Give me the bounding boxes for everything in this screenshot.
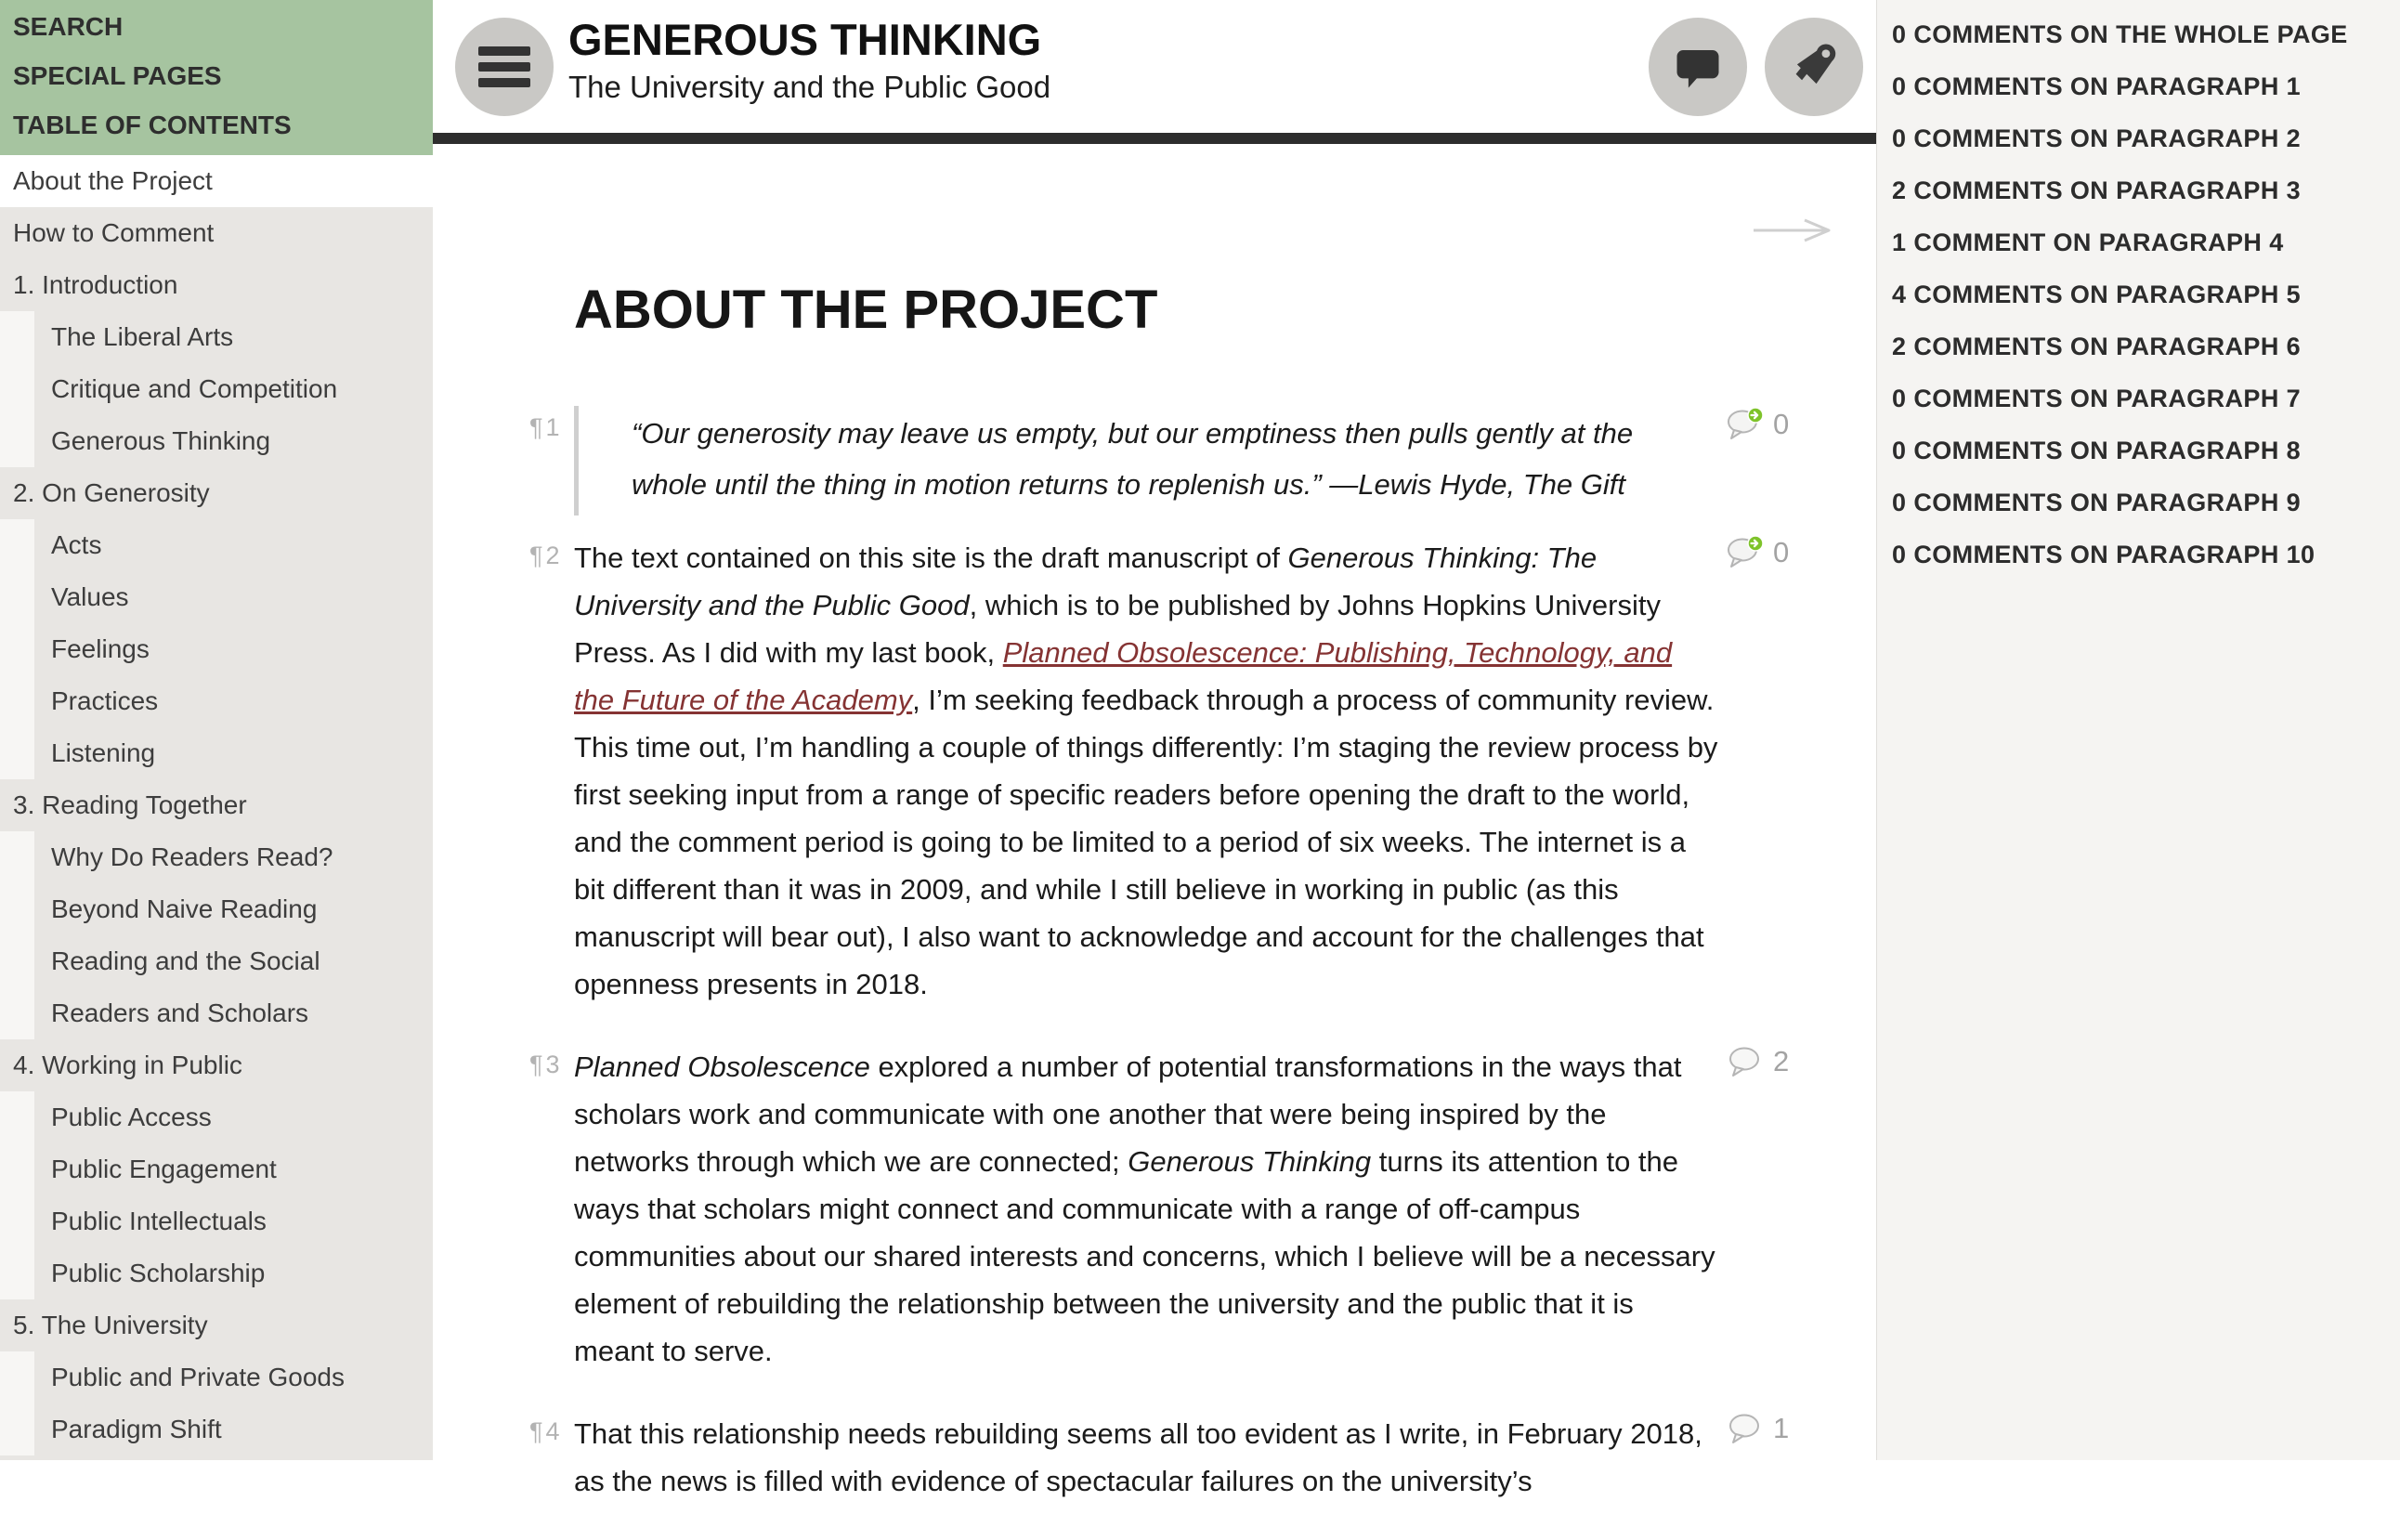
paragraph-comment-count: 0 — [1773, 536, 1790, 568]
sidebar-menu-item[interactable]: SPECIAL PAGES — [13, 60, 222, 90]
toc-item[interactable] — [0, 1351, 433, 1403]
toc-item[interactable] — [0, 779, 433, 831]
toc-item[interactable] — [0, 155, 433, 207]
toc-item[interactable] — [0, 987, 433, 1039]
comment-summary-item[interactable]: 0 COMMENTS ON PARAGRAPH 8 — [1892, 436, 2302, 464]
paragraph-number-marker[interactable]: ¶4 — [529, 1417, 563, 1445]
paragraph-row — [529, 1410, 1848, 1505]
toc-item-label: Listening — [51, 738, 156, 767]
comments-summary-sidebar — [1876, 0, 2400, 1460]
toc-item[interactable] — [0, 311, 433, 363]
paragraph-comment-count: 0 — [1773, 408, 1790, 440]
toc-item[interactable] — [0, 519, 433, 571]
comment-bubble-icon — [1726, 1045, 1765, 1078]
toc-item[interactable] — [0, 1039, 433, 1091]
toc-item-label: 5. The University — [13, 1311, 208, 1339]
sidebar-menu-item[interactable]: SEARCH — [13, 11, 124, 41]
hamburger-icon — [478, 46, 530, 87]
site-title-block — [568, 15, 1050, 105]
paragraph-row — [529, 1043, 1848, 1375]
comment-summary-list — [1877, 0, 2400, 581]
paragraph-text: Planned Obsolescence explored a number of potential transformations in the ways that scholars work and communicate with one another that were being inspired by the networks through which we are connected; Generous Thinking turns its attention to the ways that scholars might connect and communicate with a range of off-campus communities about our shared interests and concerns, which I believe will be a necessary element of rebuilding the relationship between the university and the public that it is meant to serve. — [574, 1051, 1715, 1367]
comment-summary-item[interactable]: 0 COMMENTS ON PARAGRAPH 9 — [1892, 488, 2302, 516]
paragraph-list — [529, 406, 1848, 1505]
toc-item[interactable] — [0, 727, 433, 779]
toc-item[interactable] — [0, 1299, 433, 1351]
paragraph-row — [529, 534, 1848, 1008]
toc-item-label: The Liberal Arts — [51, 322, 234, 351]
paragraph-text: That this relationship needs rebuilding seems all too evident as I write, in February 2018, as the news is filled with evidence of spectacular failures on the university’s — [574, 1417, 1702, 1497]
comment-bubble-icon — [1726, 1412, 1765, 1445]
comment-summary-item[interactable]: 2 COMMENTS ON PARAGRAPH 6 — [1892, 332, 2302, 360]
toc-item-label: Readers and Scholars — [51, 998, 309, 1027]
toc-item-label: Beyond Naive Reading — [51, 894, 318, 923]
comment-summary-item[interactable]: 0 COMMENTS ON PARAGRAPH 10 — [1892, 540, 2315, 568]
comment-summary-item[interactable]: 0 COMMENTS ON PARAGRAPH 1 — [1892, 72, 2302, 100]
toc-item-label: Feelings — [51, 634, 150, 663]
toc-item[interactable] — [0, 1091, 433, 1143]
toc-item[interactable] — [0, 259, 433, 311]
toc-item-label: Practices — [51, 686, 159, 715]
paragraph-text: The text contained on this site is the draft manuscript of Generous Thinking: The University and the Public Good, which is to be published by Johns Hopkins University Press. As I did with my last book, Planned Obsolescence: Publishing, Technology, and the Future of the Academy, I’m seeking feedback through a process of community review. This time out, I’m handling a couple of things differently: I’m staging the review process by first seeking input from a range of specific readers before opening the draft to the world, and the comment period is going to be limited to a period of six weeks. The internet is a bit different than it was in 2009, and while I still believe in working in public (as this manuscript will bear out), I also want to acknowledge and account for the challenges that openness presents in 2018. — [574, 542, 1718, 1000]
toc-item-label: Values — [51, 582, 129, 611]
paragraph-comment-count: 1 — [1773, 1412, 1790, 1444]
comment-add-bubble-icon — [1726, 408, 1765, 441]
toc-item-label: Public Scholarship — [51, 1259, 266, 1287]
site-title: GENEROUS THINKING — [568, 15, 1042, 64]
page-title: ABOUT THE PROJECT — [574, 280, 1158, 340]
toc-item-label: Public Access — [51, 1103, 212, 1131]
toc-item[interactable] — [0, 883, 433, 935]
paragraph-number-marker[interactable]: ¶1 — [529, 413, 563, 441]
sidebar-menu — [0, 0, 433, 155]
comment-summary-item[interactable]: 0 COMMENTS ON THE WHOLE PAGE — [1892, 20, 2348, 48]
comment-summary-item[interactable]: 0 COMMENTS ON PARAGRAPH 2 — [1892, 124, 2302, 152]
toc-item-label: About the Project — [13, 166, 213, 195]
content-area — [433, 0, 1876, 1497]
paragraph-comment-count: 2 — [1773, 1045, 1790, 1077]
toc-item-label: How to Comment — [13, 218, 215, 247]
toc-item[interactable] — [0, 1403, 433, 1455]
paragraph-text: “Our generosity may leave us empty, but our emptiness then pulls gently at the whole until the thing in motion returns to replenish us.” —Lewis Hyde, The Gift — [574, 406, 1702, 516]
toc-item-label: 3. Reading Together — [13, 790, 247, 819]
site-subtitle: The University and the Public Good — [568, 70, 1051, 105]
toc-item-label: Public and Private Goods — [51, 1363, 345, 1391]
table-of-contents — [0, 155, 433, 1455]
toc-item-label: Acts — [51, 530, 102, 559]
inline-link[interactable]: Planned Obsolescence: Publishing, Technology, and the Future of the Academy — [574, 636, 1673, 716]
toc-item-label: Reading and the Social — [51, 946, 320, 975]
toc-item-label: Paradigm Shift — [51, 1415, 222, 1443]
paragraph-row — [529, 406, 1848, 516]
comment-summary-item[interactable]: 1 COMMENT ON PARAGRAPH 4 — [1892, 228, 2284, 256]
paragraph-comment-control[interactable] — [1726, 536, 1789, 574]
toc-item-label: 1. Introduction — [13, 270, 178, 299]
comment-summary-item[interactable]: 2 COMMENTS ON PARAGRAPH 3 — [1892, 176, 2302, 204]
paragraph-number-marker[interactable]: ¶3 — [529, 1051, 563, 1078]
paragraph-comment-control[interactable] — [1726, 1045, 1789, 1083]
comment-add-bubble-icon — [1726, 536, 1765, 569]
megaphone-icon — [1785, 38, 1843, 96]
paragraph-comment-control[interactable] — [1726, 408, 1789, 446]
toc-item[interactable] — [0, 1143, 433, 1195]
toc-item-label: Public Intellectuals — [51, 1207, 267, 1235]
comments-button[interactable] — [1649, 18, 1747, 116]
toc-item[interactable] — [0, 207, 433, 259]
toc-item[interactable] — [0, 935, 433, 987]
toc-item[interactable] — [0, 1247, 433, 1299]
toc-item-label: Public Engagement — [51, 1155, 277, 1183]
toc-item-label: 4. Working in Public — [13, 1051, 242, 1079]
comment-summary-item[interactable]: 4 COMMENTS ON PARAGRAPH 5 — [1892, 280, 2302, 308]
document-body — [529, 144, 1848, 1540]
toc-item[interactable] — [0, 675, 433, 727]
announcements-button[interactable] — [1765, 18, 1863, 116]
paragraph-comment-control[interactable] — [1726, 1412, 1789, 1450]
comment-summary-item[interactable]: 0 COMMENTS ON PARAGRAPH 7 — [1892, 384, 2302, 412]
toc-item-label: Critique and Competition — [51, 374, 338, 403]
sidebar-menu-item[interactable]: TABLE OF CONTENTS — [13, 110, 292, 139]
toc-item[interactable] — [0, 571, 433, 623]
toc-item-label: Why Do Readers Read? — [51, 842, 333, 871]
toc-item[interactable] — [0, 363, 433, 415]
speech-bubble-icon — [1673, 42, 1723, 92]
toc-item[interactable] — [0, 467, 433, 519]
toc-item[interactable] — [0, 623, 433, 675]
menu-button[interactable] — [455, 18, 554, 116]
toc-item[interactable] — [0, 1195, 433, 1247]
navigation-sidebar — [0, 0, 433, 1460]
header-divider-bar — [433, 133, 1876, 144]
toc-item-label: 2. On Generosity — [13, 478, 210, 507]
paragraph-number-marker[interactable]: ¶2 — [529, 542, 563, 569]
toc-item-label: Generous Thinking — [51, 426, 271, 455]
toc-item[interactable] — [0, 415, 433, 467]
toc-item[interactable] — [0, 831, 433, 883]
